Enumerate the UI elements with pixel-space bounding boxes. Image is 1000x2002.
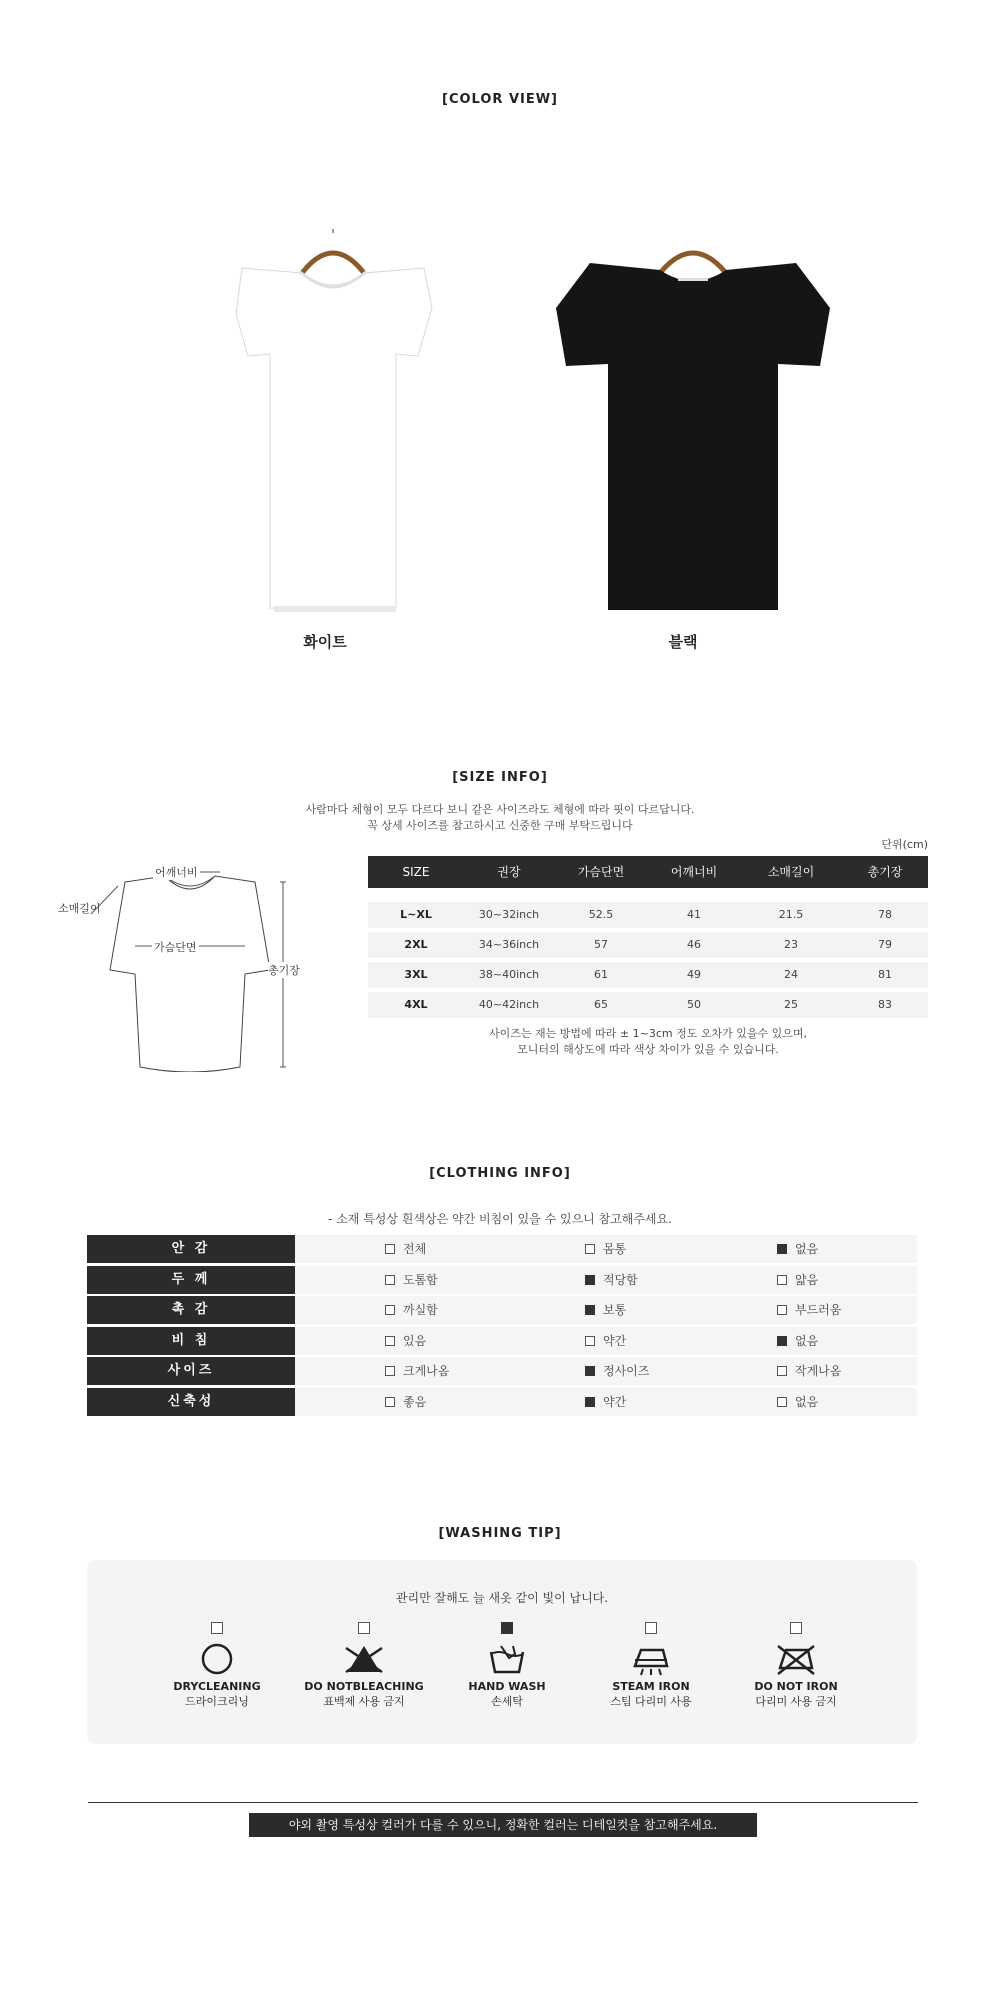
- clothing-option-label: 작게나옴: [795, 1364, 842, 1378]
- white-tshirt-image: [170, 228, 490, 618]
- clothing-info-options: [295, 1296, 917, 1324]
- clothing-option: [585, 1327, 626, 1355]
- size-cell: 41: [687, 908, 701, 921]
- steam-iron-icon: [629, 1642, 673, 1676]
- clothing-option: [585, 1235, 626, 1263]
- clothing-info-title: [CLOTHING INFO]: [429, 1166, 571, 1181]
- size-table: [368, 856, 928, 1018]
- size-col-shoulder: 어깨너비: [670, 865, 718, 879]
- size-table-row: [368, 932, 928, 958]
- clothing-option-label: 도톰함: [403, 1272, 438, 1287]
- washing-item: [152, 1622, 282, 1709]
- washing-label-en: HAND WASH: [468, 1680, 546, 1693]
- clothing-info-options: [295, 1266, 917, 1294]
- clothing-info-label: 신축성: [87, 1388, 295, 1416]
- clothing-option-label: 있음: [403, 1333, 427, 1348]
- unchecked-box-icon: [385, 1275, 395, 1285]
- clothing-option: [585, 1357, 649, 1385]
- size-cell: 78: [878, 908, 892, 921]
- clothing-info-row: [87, 1266, 917, 1294]
- clothing-option-label: 몸통: [603, 1242, 627, 1256]
- unchecked-box-icon: [385, 1305, 395, 1315]
- size-col-length: 총기장: [867, 865, 903, 879]
- clothing-info-label: 안 감: [87, 1235, 295, 1263]
- clothing-info-label: 촉 감: [87, 1296, 295, 1324]
- unchecked-box-icon: [211, 1622, 223, 1634]
- clothing-notice: - 소재 특성상 흰색상은 약간 비침이 있을 수 있으니 참고해주세요.: [328, 1212, 672, 1226]
- size-cell: 83: [878, 998, 892, 1011]
- black-tshirt-image: [520, 228, 860, 618]
- unchecked-box-icon: [385, 1336, 395, 1346]
- clothing-option: [777, 1296, 841, 1324]
- clothing-option-label: 없음: [795, 1242, 819, 1256]
- clothing-info-label: 비 침: [87, 1327, 295, 1355]
- size-cell: 81: [878, 968, 892, 981]
- size-cell: 4XL: [404, 998, 428, 1011]
- size-notice-2: 꼭 상세 사이즈를 참고하시고 신중한 구매 부탁드립니다: [367, 819, 633, 832]
- diagram-sleeve-label: 소매길이: [58, 902, 101, 915]
- size-col-sleeve: 소매길이: [767, 865, 815, 879]
- clothing-info-label: 두 께: [87, 1266, 295, 1294]
- size-cell: 38~40inch: [478, 968, 540, 981]
- checked-box-icon: [501, 1622, 513, 1634]
- washing-item: [586, 1622, 716, 1709]
- clothing-option: [385, 1235, 426, 1263]
- clothing-info-label: 사이즈: [87, 1357, 295, 1385]
- unchecked-box-icon: [777, 1366, 787, 1376]
- size-cell: 25: [784, 998, 798, 1011]
- washing-label-en: STEAM IRON: [612, 1680, 690, 1693]
- clothing-option-label: 전체: [403, 1242, 427, 1256]
- clothing-option: [385, 1266, 438, 1294]
- clothing-option-label: 정사이즈: [603, 1364, 650, 1378]
- size-cell: 61: [594, 968, 608, 981]
- clothing-option: [585, 1266, 638, 1294]
- clothing-option: [777, 1266, 818, 1294]
- diagram-chest-label: 가슴단면: [154, 941, 197, 954]
- clothing-option-label: 부드러움: [795, 1303, 842, 1317]
- unchecked-box-icon: [790, 1622, 802, 1634]
- washing-item: [731, 1622, 861, 1709]
- washing-label-ko: 드라이크리닝: [185, 1695, 249, 1708]
- washing-item: [442, 1622, 572, 1709]
- washing-label-ko: 다리미 사용 금지: [755, 1695, 837, 1708]
- size-col-size: SIZE: [402, 865, 430, 879]
- size-table-row: [368, 902, 928, 928]
- checked-box-icon: [585, 1275, 595, 1285]
- size-cell: 46: [687, 938, 701, 951]
- washing-label-en: DO NOT IRON: [754, 1680, 838, 1693]
- clothing-option-label: 까실함: [403, 1303, 438, 1317]
- size-cell: 3XL: [404, 968, 428, 981]
- clothing-option-label: 얇음: [795, 1272, 819, 1287]
- clothing-info-row: [87, 1296, 917, 1324]
- clothing-option: [385, 1357, 449, 1385]
- washing-label-en: DRYCLEANING: [173, 1680, 261, 1693]
- hand-wash-icon: [485, 1642, 529, 1676]
- no-iron-icon: [774, 1642, 818, 1676]
- checked-box-icon: [777, 1244, 787, 1254]
- clothing-option-label: 크게나옴: [403, 1364, 450, 1378]
- size-cell: 23: [784, 938, 798, 951]
- drycleaning-icon: [195, 1642, 239, 1676]
- size-note-2: 모니터의 해상도에 따라 색상 차이가 있을 수 있습니다.: [517, 1043, 779, 1056]
- unchecked-box-icon: [358, 1622, 370, 1634]
- size-cell: 79: [878, 938, 892, 951]
- checked-box-icon: [777, 1336, 787, 1346]
- clothing-option: [777, 1327, 818, 1355]
- clothing-option: [585, 1296, 626, 1324]
- no-bleach-icon: [342, 1642, 386, 1676]
- washing-label-en: DO NOTBLEACHING: [304, 1680, 424, 1693]
- clothing-info-row: [87, 1327, 917, 1355]
- size-table-header: [368, 856, 928, 888]
- size-unit: 단위(cm): [881, 838, 928, 851]
- size-cell: 57: [594, 938, 608, 951]
- unchecked-box-icon: [645, 1622, 657, 1634]
- footer-divider: [88, 1802, 918, 1803]
- size-note: [368, 1026, 928, 1058]
- unchecked-box-icon: [385, 1366, 395, 1376]
- clothing-option-label: 없음: [795, 1394, 819, 1409]
- clothing-option: [777, 1357, 841, 1385]
- color-label-white: 화이트: [303, 633, 347, 651]
- size-info-title: [SIZE INFO]: [452, 770, 548, 785]
- color-view-title: [COLOR VIEW]: [442, 92, 558, 107]
- unchecked-box-icon: [585, 1244, 595, 1254]
- size-table-row: [368, 992, 928, 1018]
- clothing-info-options: [295, 1357, 917, 1385]
- clothing-info-row: [87, 1235, 917, 1263]
- clothing-option: [585, 1388, 626, 1416]
- unchecked-box-icon: [385, 1244, 395, 1254]
- clothing-info-options: [295, 1327, 917, 1355]
- washing-label-ko: 손세탁: [491, 1695, 523, 1708]
- size-cell: 65: [594, 998, 608, 1011]
- clothing-option-label: 좋음: [403, 1394, 427, 1409]
- washing-label-ko: 스팀 다리미 사용: [610, 1695, 692, 1708]
- clothing-info-row: [87, 1357, 917, 1385]
- washing-label-ko: 표백제 사용 금지: [323, 1695, 405, 1708]
- size-col-chest: 가슴단면: [577, 865, 625, 879]
- clothing-info-row: [87, 1388, 917, 1416]
- footer-notice: 야외 촬영 특성상 컬러가 다를 수 있으니, 정확한 컬러는 디테일컷을 참고해주세요.: [249, 1813, 757, 1837]
- checked-box-icon: [585, 1397, 595, 1407]
- clothing-info-options: [295, 1235, 917, 1263]
- size-col-recommended: 권장: [497, 865, 521, 879]
- clothing-option-label: 보통: [603, 1303, 627, 1317]
- size-notice-1: 사람마다 체형이 모두 다르다 보니 같은 사이즈라도 체형에 따라 핏이 다르답니다.: [305, 803, 695, 816]
- size-cell: 2XL: [404, 938, 428, 951]
- clothing-option: [777, 1235, 818, 1263]
- size-cell: 49: [687, 968, 701, 981]
- clothing-option: [385, 1388, 426, 1416]
- unchecked-box-icon: [777, 1275, 787, 1285]
- color-label-black: 블랙: [668, 633, 698, 651]
- washing-item: [299, 1622, 429, 1709]
- washing-panel: [87, 1560, 917, 1744]
- size-table-row: [368, 962, 928, 988]
- size-cell: 21.5: [778, 908, 804, 921]
- size-cell: 52.5: [588, 908, 614, 921]
- clothing-option: [777, 1388, 818, 1416]
- size-cell: 40~42inch: [478, 998, 540, 1011]
- size-cell: 50: [687, 998, 701, 1011]
- clothing-option-label: 약간: [603, 1394, 627, 1409]
- clothing-option: [385, 1327, 426, 1355]
- unchecked-box-icon: [777, 1397, 787, 1407]
- clothing-info-options: [295, 1388, 917, 1416]
- clothing-option-label: 적당함: [603, 1272, 638, 1287]
- checked-box-icon: [585, 1366, 595, 1376]
- clothing-option-label: 없음: [795, 1333, 819, 1348]
- clothing-option: [385, 1296, 438, 1324]
- size-cell: 34~36inch: [478, 938, 540, 951]
- size-note-1: 사이즈는 재는 방법에 따라 ± 1~3cm 정도 오차가 있을수 있으며,: [489, 1027, 807, 1040]
- diagram-length-label: 총기장: [268, 964, 300, 977]
- washing-subtitle: 관리만 잘해도 늘 새옷 같이 빛이 납니다.: [395, 1591, 609, 1605]
- size-cell: L~XL: [400, 908, 432, 921]
- washing-tip-title: [WASHING TIP]: [438, 1526, 562, 1541]
- unchecked-box-icon: [777, 1305, 787, 1315]
- clothing-option-label: 약간: [603, 1333, 627, 1348]
- size-cell: 24: [784, 968, 798, 981]
- size-cell: 30~32inch: [478, 908, 540, 921]
- diagram-shoulder-label: 어깨너비: [155, 866, 198, 879]
- unchecked-box-icon: [585, 1336, 595, 1346]
- checked-box-icon: [585, 1305, 595, 1315]
- unchecked-box-icon: [385, 1397, 395, 1407]
